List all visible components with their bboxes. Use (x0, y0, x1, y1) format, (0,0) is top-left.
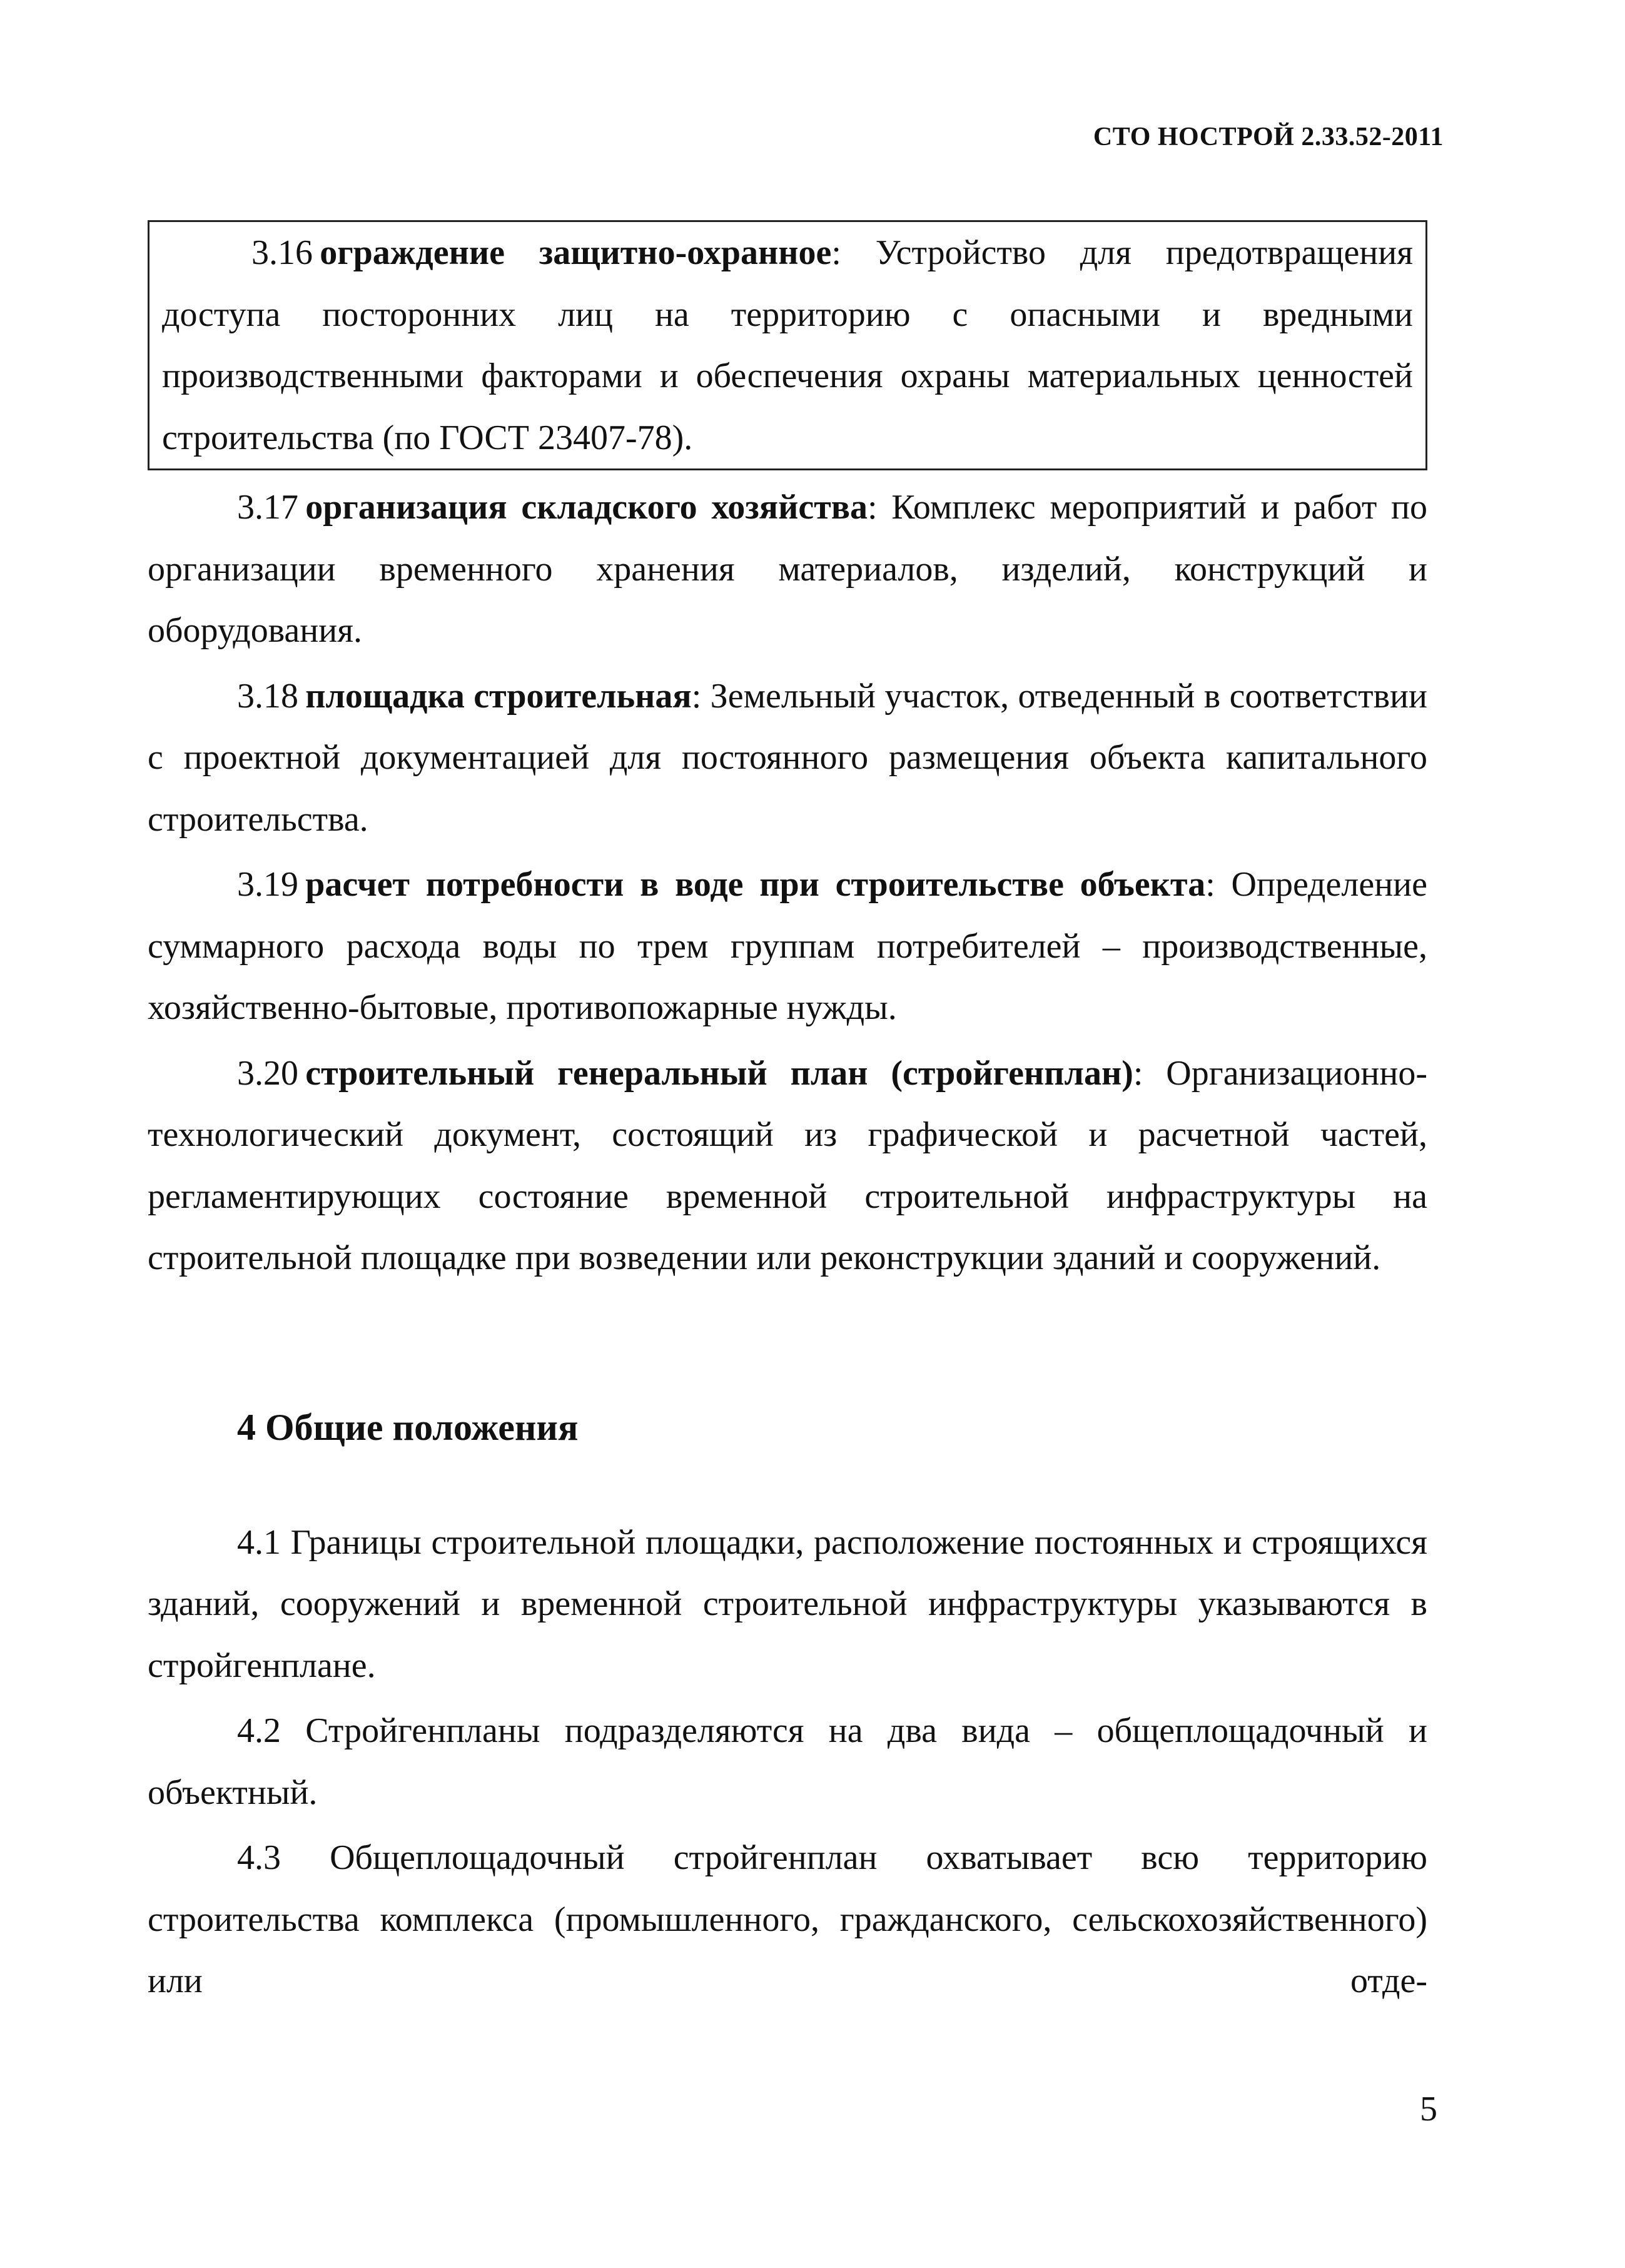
definition-number: 3.17 (237, 488, 298, 527)
boxed-definition (148, 220, 1427, 470)
definition-text: : Земельный участок, отведенный в соответствии с проектной документацией для постоянного размещения объекта капитального строительства. (148, 676, 1427, 839)
definition-number: 3.16 (251, 233, 313, 272)
definition-3-16 (162, 222, 1413, 468)
page-number: 5 (1420, 2090, 1437, 2129)
definition-3-20 (148, 1043, 1427, 1289)
definition-number: 3.19 (237, 865, 298, 904)
definition-number: 3.18 (237, 676, 298, 716)
definition-3-17 (148, 477, 1427, 662)
definition-text: : Устройство для предотвращения доступа посторонних лиц на территорию с опасными и вредными производственными факторами и обеспечения охраны материальных ценностей строительства (по ГОСТ 23407-78). (162, 233, 1414, 457)
definition-term: организация складского хозяйства (305, 488, 868, 527)
definition-term: расчет потребности в воде при строительстве объекта (305, 865, 1206, 904)
definition-3-18 (148, 666, 1427, 851)
definition-text: : Комплекс мероприятий и работ по организации временного хранения материалов, изделий, конструкций и оборудования. (148, 488, 1427, 650)
running-header: СТО НОСТРОЙ 2.33.52-2011 (1093, 123, 1444, 151)
definition-term: площадка строительная (305, 676, 692, 716)
section-heading: 4 Общие положения (237, 1406, 579, 1448)
definition-number: 3.20 (237, 1053, 298, 1093)
definition-3-19 (148, 854, 1427, 1039)
clause-4-3: 4.3 Общеплощадочный стройгенплан охватывает всю территорию строительства комплекса (промышленного, гражданского, сельскохозяйственного) или отде- (148, 1838, 1427, 2000)
clause-4-2: 4.2 Стройгенпланы подразделяются на два вида – общеплощадочный и объектный. (148, 1711, 1427, 1812)
definition-term: строительный генеральный план (стройгенплан) (305, 1053, 1133, 1093)
clause-4-1: 4.1 Границы строительной площадки, расположение постоянных и строящихся зданий, сооружений и временной строительной инфраструктуры указываются в стройгенплане. (148, 1522, 1427, 1685)
definition-text: : Организационно-технологический документ, состоящий из графической и расчетной частей, регламентирующих состояние временной строительной инфраструктуры на строительной площадке при возведении или реконструкции зданий и сооружений. (148, 1053, 1427, 1277)
definition-text: : Определение суммарного расхода воды по трем группам потребителей – производственные, хозяйственно-бытовые, противопожарные нужды. (148, 865, 1428, 1027)
definition-term: ограждение защитно-охранное (320, 233, 832, 272)
page-content (148, 220, 1427, 2016)
